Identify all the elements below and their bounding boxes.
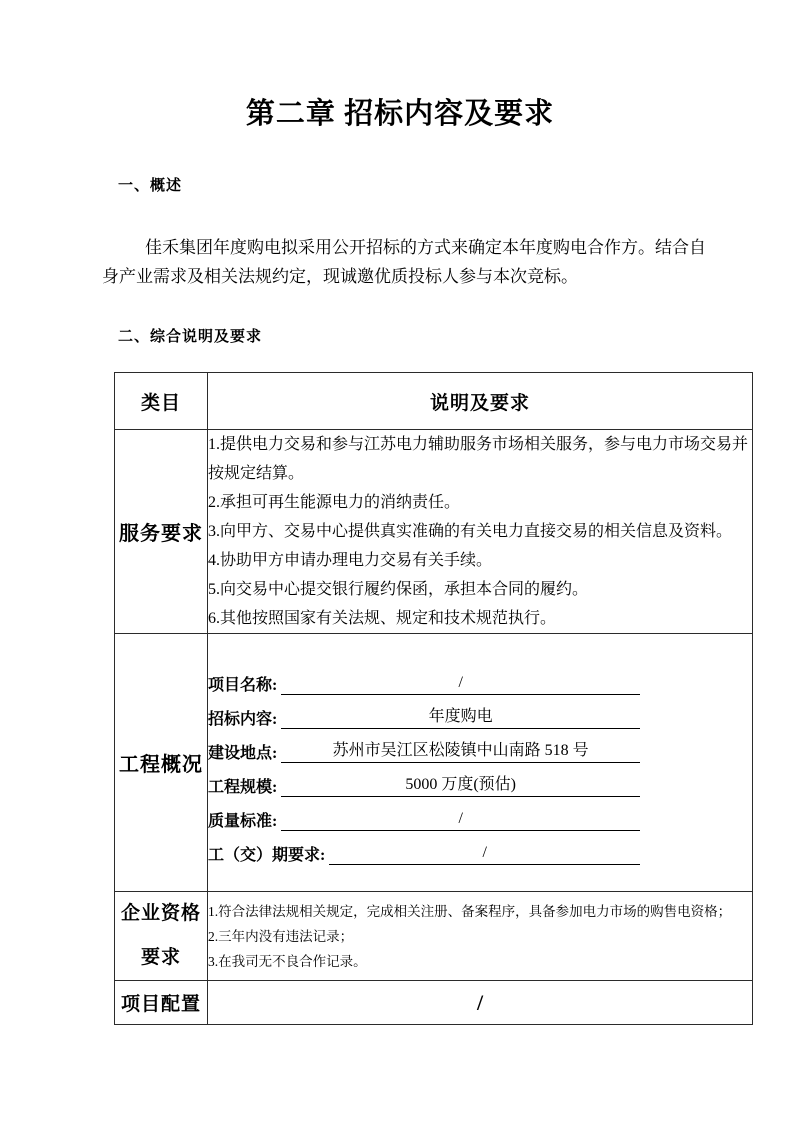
requirements-table	[114, 372, 753, 1025]
table-row-service	[115, 430, 753, 634]
project-config-label: 项目配置	[115, 981, 208, 1025]
project-field-schedule	[208, 831, 640, 865]
project-overview-label: 工程概况	[115, 634, 208, 892]
project-field-quality	[208, 797, 640, 831]
service-requirements-content	[208, 430, 753, 634]
project-field-location	[208, 729, 640, 763]
project-field-location-value: 苏州市吴江区松陵镇中山南路 518 号	[281, 740, 640, 763]
chapter-title: 第二章 招标内容及要求	[245, 98, 555, 130]
section-overview-heading: 一、概述	[118, 177, 183, 194]
table-row-project	[115, 634, 753, 892]
qualification-item: 1.符合法律法规相关规定，完成相关注册、备案程序，具备参加电力市场的购售电资格；	[208, 903, 732, 919]
project-field-name-label: 项目名称:	[208, 676, 278, 694]
project-field-scale	[208, 763, 640, 797]
project-field-scale-label: 工程规模:	[208, 778, 278, 796]
section-requirements-heading: 二、综合说明及要求	[118, 328, 263, 345]
project-config-value: /	[208, 981, 753, 1025]
project-field-schedule-label: 工（交）期要求:	[208, 846, 326, 864]
project-field-quality-value: /	[281, 808, 640, 831]
project-field-bid-content-label: 招标内容:	[208, 710, 278, 728]
service-requirement-item: 6.其他按照国家有关法规、规定和技术规范执行。	[208, 610, 557, 627]
service-requirement-item: 4.协助甲方申请办理电力交易有关手续。	[208, 552, 493, 569]
overview-paragraph-line-2: 身产业需求及相关法规约定，现诚邀优质投标人参与本次竞标。	[102, 267, 578, 286]
overview-paragraph-line-1: 佳禾集团年度购电拟采用公开招标的方式来确定本年度购电合作方。结合自	[145, 238, 706, 257]
project-field-quality-label: 质量标准:	[208, 812, 278, 830]
service-requirement-item: 3.向甲方、交易中心提供真实准确的有关电力直接交易的相关信息及资料。	[208, 523, 733, 540]
table-header-description: 说明及要求	[208, 373, 753, 430]
service-requirement-item: 2.承担可再生能源电力的消纳责任。	[208, 494, 461, 511]
qualification-item: 2.三年内没有违法记录；	[208, 928, 354, 944]
project-overview-content	[208, 634, 753, 892]
service-requirements-label: 服务要求	[115, 430, 208, 634]
qualification-label: 企业资格要求	[115, 892, 208, 981]
project-field-location-label: 建设地点:	[208, 744, 278, 762]
project-field-name-value: /	[281, 672, 640, 695]
project-field-bid-content	[208, 695, 640, 729]
table-row-qualification	[115, 892, 753, 981]
project-field-scale-value: 5000 万度(预估)	[281, 774, 640, 797]
qualification-item: 3.在我司无不良合作记录。	[208, 953, 367, 969]
table-row-config	[115, 981, 753, 1025]
service-requirement-item: 1.提供电力交易和参与江苏电力辅助服务市场相关服务，参与电力市场交易并按规定结算。	[208, 436, 749, 482]
qualification-content	[208, 892, 753, 981]
project-field-bid-content-value: 年度购电	[281, 706, 640, 729]
project-field-name	[208, 661, 640, 695]
table-header-row	[115, 373, 753, 430]
service-requirement-item: 5.向交易中心提交银行履约保函，承担本合同的履约。	[208, 581, 589, 598]
overview-paragraph	[102, 233, 706, 291]
table-header-category: 类目	[115, 373, 208, 430]
project-field-schedule-value: /	[329, 842, 640, 865]
